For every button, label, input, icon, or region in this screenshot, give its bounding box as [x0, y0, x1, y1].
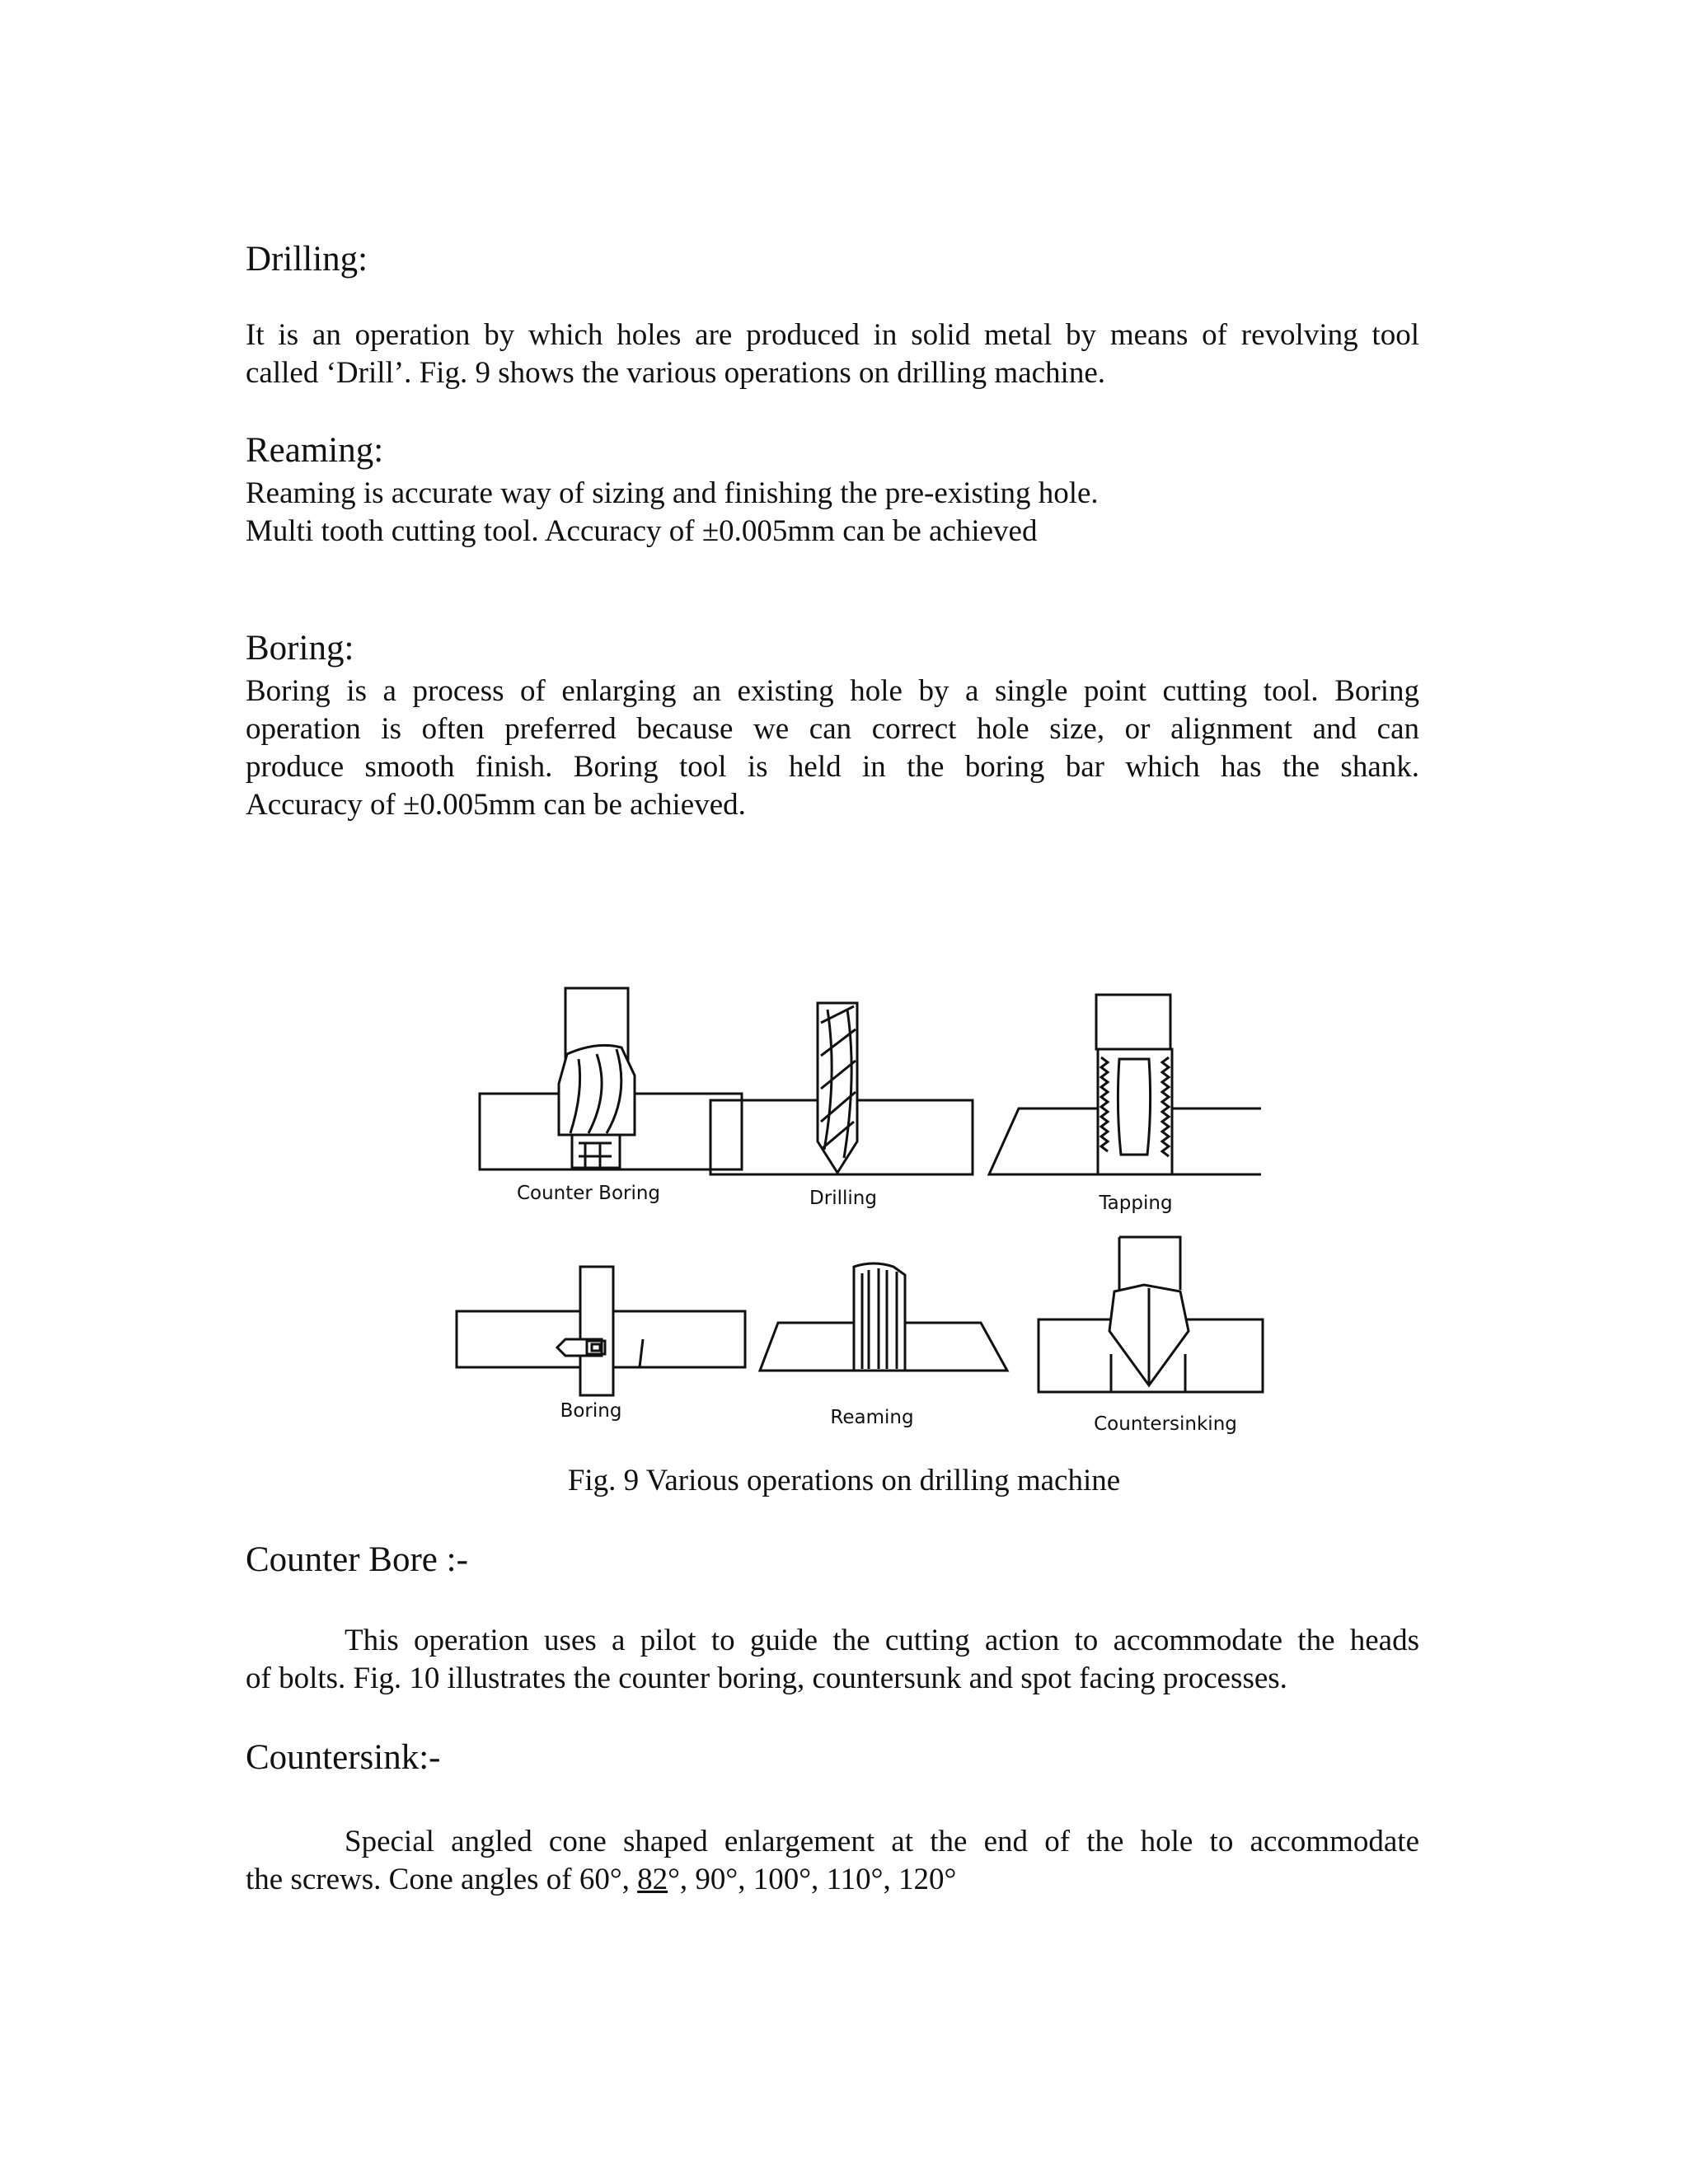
label-counter-boring: Counter Boring: [516, 1183, 661, 1204]
heading-boring: Boring:: [246, 629, 354, 668]
text-line: of bolts. Fig. 10 illustrates the counter boring, countersunk and spot facing processes.: [246, 1661, 1287, 1695]
heading-drilling: Drilling:: [246, 240, 368, 279]
paragraph-drilling: [246, 316, 1419, 392]
text-line: Special angled cone shaped enlargement at the end of the hole to accommodate: [345, 1825, 1419, 1858]
figure-drilling-operations: [396, 952, 1286, 1446]
text-fragment: °, 90°, 100°, 110°, 120°: [668, 1863, 957, 1896]
label-boring: Boring: [560, 1400, 622, 1422]
text-line: produce smooth finish. Boring tool is held in the boring bar which has the shank.: [246, 750, 1419, 784]
paragraph-countersink: [246, 1823, 1419, 1899]
heading-counter-bore: Counter Bore :-: [246, 1540, 468, 1579]
text-fragment: the screws. Cone angles of 60°,: [246, 1863, 638, 1896]
text-line: This operation uses a pilot to guide the cutting action to accommodate the heads: [345, 1624, 1419, 1657]
heading-reaming: Reaming:: [246, 431, 384, 470]
label-drilling: Drilling: [809, 1188, 877, 1209]
text-line: Boring is a process of enlarging an existing hole by a single point cutting tool. Boring: [246, 674, 1419, 708]
paragraph-counter-bore: [246, 1622, 1419, 1698]
text-line: operation is often preferred because we can correct hole size, or alignment and can: [246, 712, 1419, 746]
text-line: Multi tooth cutting tool. Accuracy of ±0.005mm can be achieved: [246, 514, 1038, 548]
paragraph-reaming: [246, 475, 1419, 551]
figure-caption: Fig. 9 Various operations on drilling machine: [567, 1464, 1121, 1497]
drilling-illustration: [710, 1003, 973, 1174]
underlined-angle: 82: [637, 1863, 668, 1896]
label-tapping: Tapping: [1099, 1193, 1173, 1214]
operations-diagram: [396, 952, 1286, 1446]
counter-boring-illustration: [480, 988, 742, 1169]
text-line: [246, 1861, 1419, 1899]
boring-illustration: [457, 1267, 745, 1395]
tapping-illustration: [989, 995, 1261, 1174]
text-line: called ‘Drill’. Fig. 9 shows the various operations on drilling machine.: [246, 356, 1105, 390]
text-line: It is an operation by which holes are produced in solid metal by means of revolving tool: [246, 318, 1419, 352]
heading-countersink: Countersink:-: [246, 1738, 441, 1777]
reaming-illustration: [760, 1263, 1007, 1371]
label-reaming: Reaming: [830, 1407, 914, 1428]
paragraph-boring: [246, 673, 1419, 824]
label-countersinking: Countersinking: [1094, 1413, 1237, 1435]
text-line: Reaming is accurate way of sizing and finishing the pre-existing hole.: [246, 476, 1099, 510]
text-line: Accuracy of ±0.005mm can be achieved.: [246, 788, 746, 822]
countersinking-illustration: [1039, 1237, 1263, 1392]
